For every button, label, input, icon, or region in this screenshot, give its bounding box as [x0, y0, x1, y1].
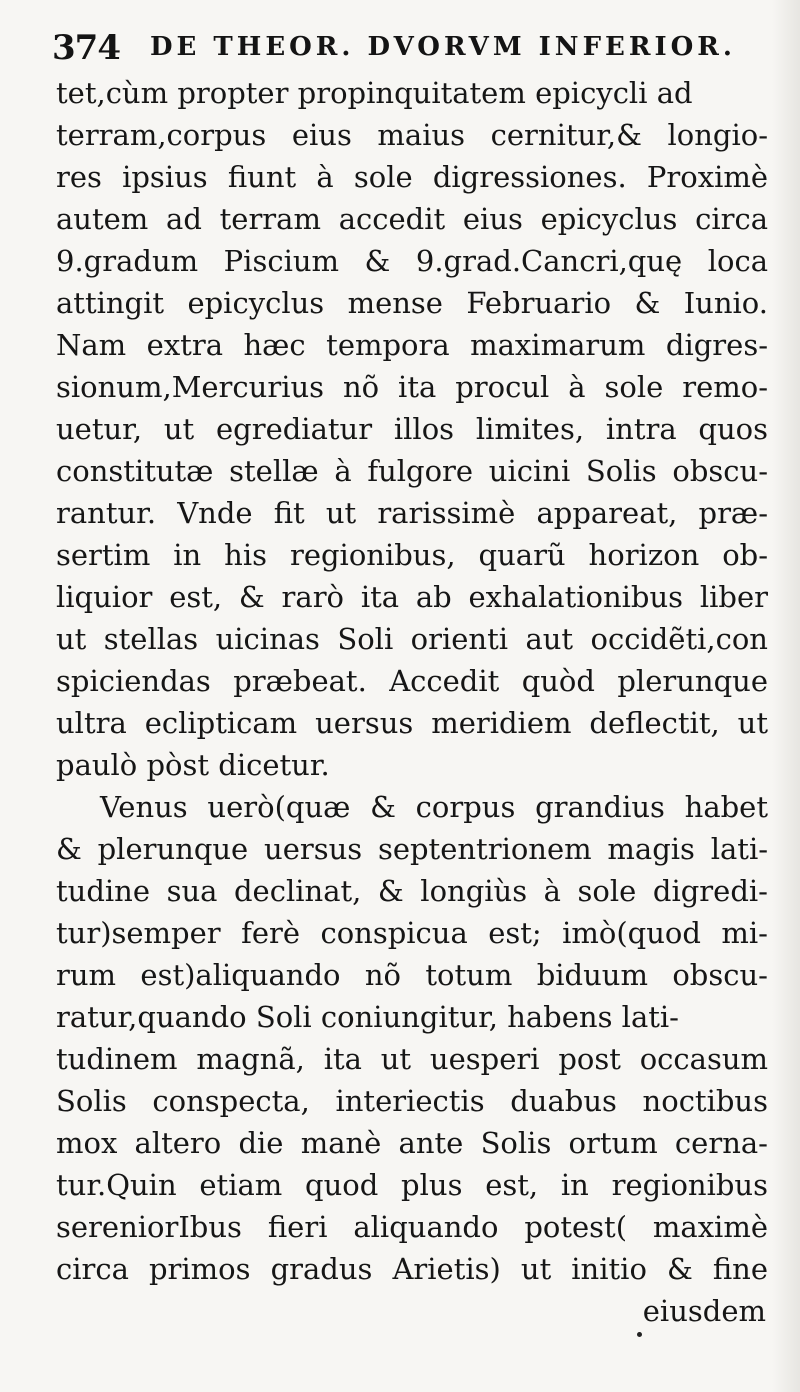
text-line: liquior est, & rarò ita ab exhalationibus liber: [56, 580, 768, 614]
text-line: constitutæ stellæ à fulgore uicini Solis obscu-: [56, 454, 769, 488]
text-line: tudinem magnã, ita ut uesperi post occasum: [56, 1042, 769, 1076]
text-line: Nam extra hæc tempora maximarum digres-: [56, 328, 769, 362]
text-line: Solis conspecta, interiectis duabus noctibus: [56, 1084, 768, 1118]
body-text: [56, 72, 768, 1332]
catchword: eiusdem: [642, 1294, 766, 1328]
text-line: tur.Quin etiam quod plus est, in regionibus: [56, 1168, 768, 1202]
text-line: paulò pòst dicetur.: [56, 748, 330, 782]
text-line: rantur. Vnde fit ut rarissimè appareat, præ-: [56, 496, 768, 530]
text-line: ut stellas uicinas Soli orienti aut occidẽti,con: [56, 622, 768, 656]
page-number: 374: [52, 28, 120, 68]
text-line: tudine sua declinat, & longiùs à sole digredi-: [56, 874, 768, 908]
text-line: uetur, ut egrediatur illos limites, intra quos: [56, 412, 769, 446]
text-line: attingit epicyclus mense Februario & Iunio.: [56, 286, 768, 320]
paragraph-start-line: Venus uerò(quæ & corpus grandius habet: [100, 790, 768, 824]
running-head: DE THEOR. DVORVM INFERIOR.: [150, 32, 736, 62]
text-line: ratur,quando Soli coniungitur, habens lati-: [56, 1000, 679, 1034]
text-line: spiciendas præbeat. Accedit quòd plerunque: [56, 664, 768, 698]
text-line: terram,corpus eius maius cernitur,& longio-: [56, 118, 769, 152]
text-line: autem ad terram accedit eius epicyclus circa: [56, 202, 768, 236]
ink-speck: [637, 1332, 642, 1337]
text-line: circa primos gradus Arietis) ut initio & fine: [56, 1252, 769, 1286]
text-line: sereniorIbus fieri aliquando potest( maximè: [56, 1210, 768, 1244]
page-edge-shadow: [772, 0, 800, 1392]
text-line: 9.gradum Piscium & 9.grad.Cancri,quę loca: [56, 244, 769, 278]
text-line: tur)semper ferè conspicua est; imò(quod mi-: [56, 916, 768, 950]
text-line: mox altero die manè ante Solis ortum cerna-: [56, 1126, 768, 1160]
text-line: ultra eclipticam uersus meridiem deflectit, ut: [56, 706, 768, 740]
text-line: sionum,Mercurius nõ ita procul à sole remo-: [56, 370, 768, 404]
page-header: [52, 22, 752, 68]
text-line: & plerunque uersus septentrionem magis lati-: [56, 832, 769, 866]
text-line: rum est)aliquando nõ totum biduum obscu-: [56, 958, 768, 992]
text-line: sertim in his regionibus, quarũ horizon ob-: [56, 538, 769, 572]
text-line: tet,cùm propter propinquitatem epicycli ad: [56, 76, 693, 110]
text-line: res ipsius fiunt à sole digressiones. Proximè: [56, 160, 769, 194]
